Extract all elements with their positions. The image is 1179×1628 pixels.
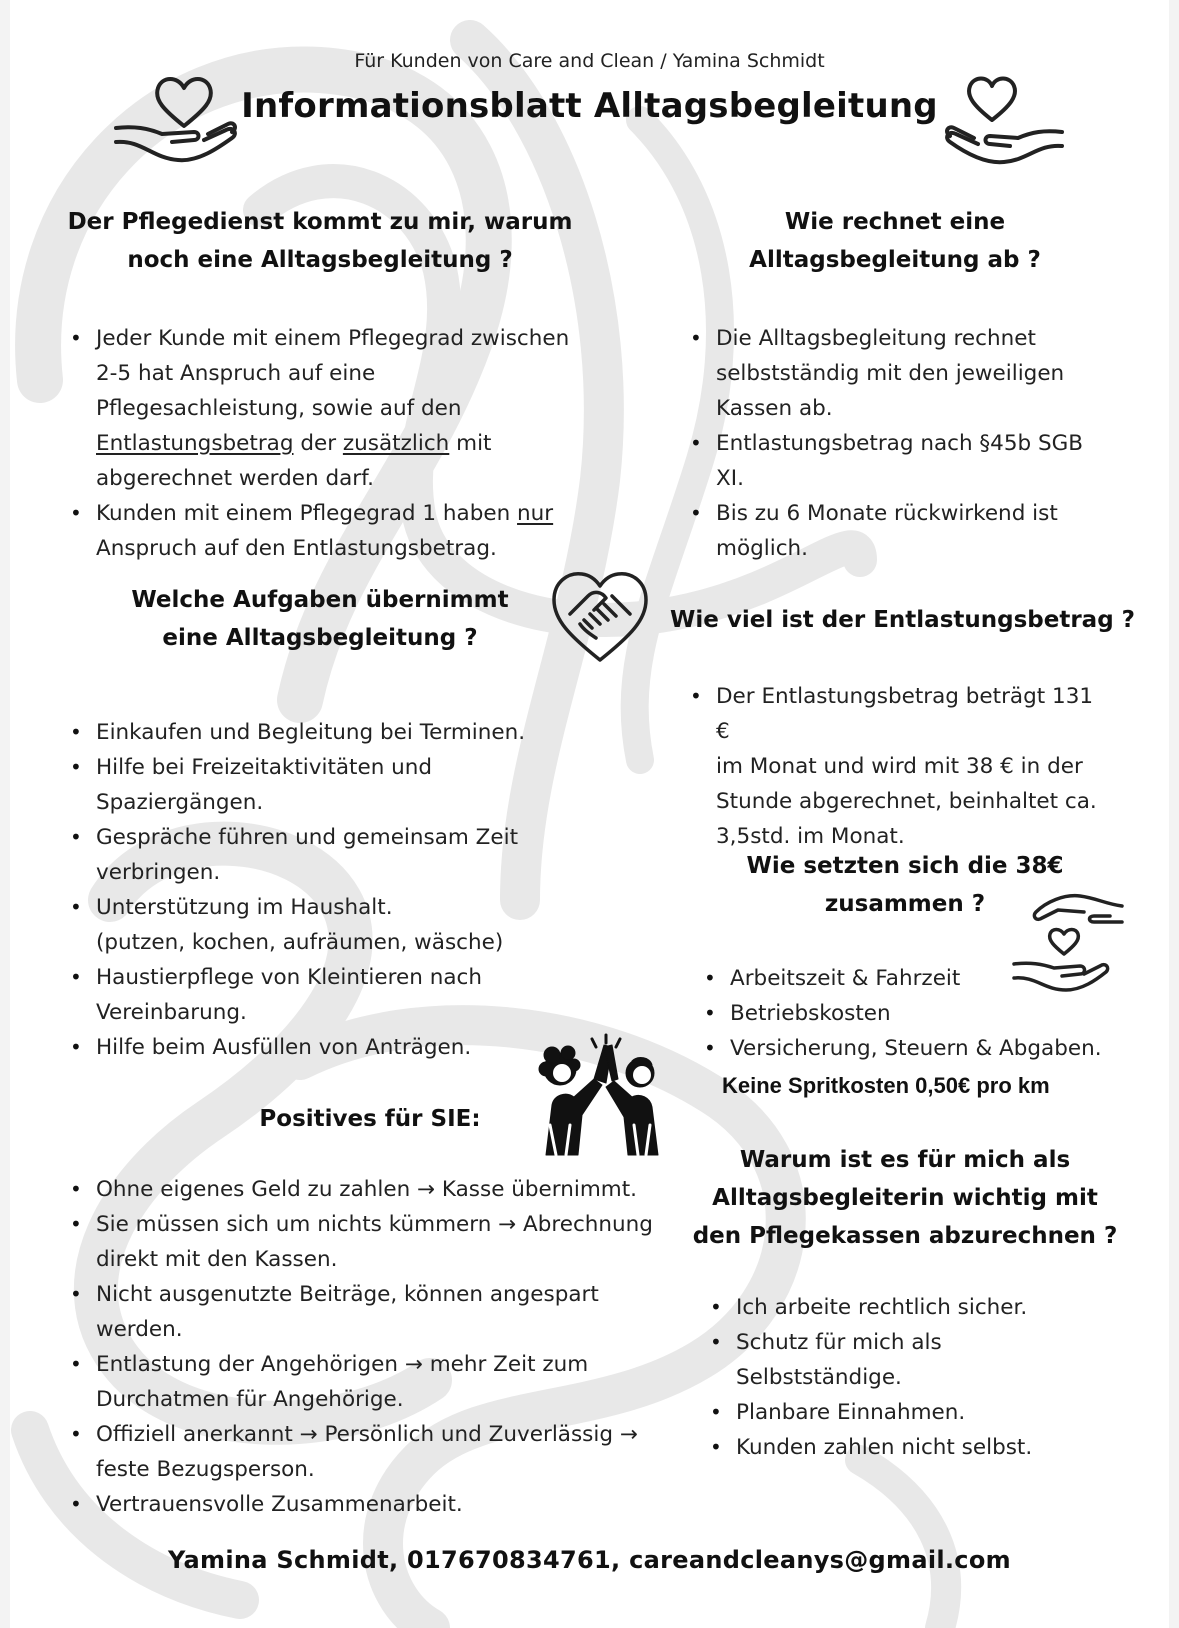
tasks-heading-line1: Welche Aufgaben übernimmt [131,587,509,613]
tasks-item2-line2: Spaziergängen. [96,790,264,815]
heart-hand-icon [112,72,242,172]
nur-underlined: nur [517,501,554,526]
list-item [690,679,1110,854]
positives-heading-line1: Positives für SIE: [259,1106,481,1132]
list-item [710,1325,1130,1395]
list-item [70,1417,660,1487]
positives-list [70,1172,660,1522]
composition-heading-line1: Wie setzten sich die 38€ [746,853,1064,879]
composition-item3: Versicherung, Steuern & Abgaben. [730,1036,1102,1061]
importance-item1-line1: Ich arbeite rechtlich sicher. [736,1295,1028,1320]
list-item [70,820,610,890]
billing-item3-line2: möglich. [716,536,808,561]
list-item [70,715,610,750]
importance-heading-line2: Alltagsbegleiterin wichtig mit [712,1185,1098,1211]
why-heading-line1: Der Pflegedienst kommt zu mir, warum [67,209,573,235]
importance-item3-line1: Planbare Einnahmen. [736,1400,966,1425]
tasks-item1-line1: Einkaufen und Begleitung bei Terminen. [96,720,526,745]
list-item [70,1487,660,1522]
tasks-item4-line1: Unterstützung im Haushalt. [96,895,393,920]
high-five-icon [532,1033,672,1158]
composition-item1: Arbeitszeit & Fahrzeit [730,966,961,991]
list-item [690,426,1110,496]
billing-item2-line2: XI. [716,466,744,491]
tasks-item5-line1: Haustierpflege von Kleintieren nach [96,965,482,990]
importance-item2-line2: Selbstständige. [736,1365,902,1390]
list-item [710,1290,1130,1325]
billing-item1-line3: Kassen ab. [716,396,833,421]
why-heading [60,203,580,279]
list-item [70,1207,660,1277]
contact-footer: Yamina Schmidt, 017670834761, careandcleanys@gmail.com [168,1546,1011,1574]
billing-item1-line1: Die Alltagsbegleitung rechnet [716,326,1036,351]
entlastungsbetrag-underlined: Entlastungsbetrag [96,431,294,456]
why-item1-line5: abgerechnet werden darf. [96,466,374,491]
positives-item5-line2: feste Bezugsperson. [96,1457,315,1482]
billing-list [690,321,1110,566]
billing-heading [690,203,1100,279]
importance-heading-line3: den Pflegekassen abzurechnen ? [692,1223,1118,1249]
billing-item3-line1: Bis zu 6 Monate rückwirkend ist [716,501,1058,526]
tasks-list [70,715,610,1065]
tasks-item3-line1: Gespräche führen und gemeinsam Zeit [96,825,519,850]
list-item [690,496,1110,566]
positives-heading [200,1100,540,1138]
list-item [70,1347,660,1417]
positives-item1-line1: Ohne eigenes Geld zu zahlen → Kasse übernimmt. [96,1177,637,1202]
importance-item2-line1: Schutz für mich als [736,1330,942,1355]
why-item1-line1: Jeder Kunde mit einem Pflegegrad zwischen [96,326,570,351]
positives-item3-line1: Nicht ausgenutzte Beiträge, können angespart [96,1282,599,1307]
zusaetzlich-underlined: zusätzlich [342,431,450,456]
positives-item2-line1: Sie müssen sich um nichts kümmern → Abrechnung [96,1212,653,1237]
why-item1-line4-end: mit [449,431,492,456]
composition-item2: Betriebskosten [730,1001,891,1026]
heart-handshake-icon [550,570,650,665]
list-item [70,890,610,960]
list-item [710,1430,1130,1465]
list-item [710,1395,1130,1430]
why-item2-line1: Kunden mit einem Pflegegrad 1 haben [96,501,518,526]
why-item2-line2: Anspruch auf den Entlastungsbetrag. [96,536,497,561]
tasks-item2-line1: Hilfe bei Freizeitaktivitäten und [96,755,433,780]
amount-item1-line4: 3,5std. im Monat. [716,824,905,849]
list-item [70,1172,660,1207]
tasks-item3-line2: verbringen. [96,860,221,885]
list-item [704,961,1124,996]
why-list [70,321,610,566]
positives-item3-line2: werden. [96,1317,183,1342]
list-item [70,1030,610,1065]
list-item [690,321,1110,426]
amount-item1-line1: Der Entlastungsbetrag beträgt 131 € [716,684,1094,744]
positives-item2-line2: direkt mit den Kassen. [96,1247,338,1272]
list-item [70,960,610,1030]
subtitle: Für Kunden von Care and Clean / Yamina Schmidt [354,50,825,72]
importance-heading-line1: Warum ist es für mich als [739,1147,1071,1173]
amount-item1-line3: Stunde abgerechnet, beinhaltet ca. [716,789,1097,814]
list-item [704,1031,1124,1066]
billing-heading-line2: Alltagsbegleitung ab ? [749,247,1041,273]
positives-item4-line2: Durchatmen für Angehörige. [96,1387,404,1412]
billing-heading-line1: Wie rechnet eine [784,209,1006,235]
amount-heading [670,601,1136,639]
importance-item4-line1: Kunden zahlen nicht selbst. [736,1435,1033,1460]
importance-heading [660,1141,1150,1255]
positives-item6-line1: Vertrauensvolle Zusammenarbeit. [96,1492,463,1517]
page-title: Informationsblatt Alltagsbegleitung [241,86,938,126]
why-item1-line3: Pflegesachleistung, sowie auf den [96,396,462,421]
composition-heading-line2: zusammen ? [824,891,986,917]
why-item1-line2: 2-5 hat Anspruch auf eine [96,361,376,386]
amount-list [690,679,1110,854]
list-item [70,750,610,820]
positives-item4-line1: Entlastung der Angehörigen → mehr Zeit zum [96,1352,589,1377]
why-item1-line4-mid: der [293,431,343,456]
tasks-heading [110,581,530,657]
list-item [704,996,1124,1031]
importance-list [710,1290,1130,1465]
composition-list [704,961,1124,1066]
list-item [70,496,610,566]
amount-heading-line1: Wie viel ist der Entlastungsbetrag ? [670,607,1136,633]
why-heading-line2: noch eine Alltagsbegleitung ? [127,247,513,273]
billing-item2-line1: Entlastungsbetrag nach §45b SGB [716,431,1084,456]
tasks-item5-line2: Vereinbarung. [96,1000,247,1025]
list-item [70,1277,660,1347]
list-item [70,321,610,496]
billing-item1-line2: selbstständig mit den jeweiligen [716,361,1065,386]
tasks-heading-line2: eine Alltagsbegleitung ? [162,625,478,651]
tasks-item4-line2: (putzen, kochen, aufräumen, wäsche) [96,930,504,955]
amount-item1-line2: im Monat und wird mit 38 € in der [716,754,1083,779]
tasks-item6-line1: Hilfe beim Ausfüllen von Anträgen. [96,1035,472,1060]
heart-hand-icon [940,72,1070,172]
fuel-cost-note: Keine Spritkosten 0,50€ pro km [722,1073,1050,1098]
positives-item5-line1: Offiziell anerkannt → Persönlich und Zuverlässig → [96,1422,638,1447]
